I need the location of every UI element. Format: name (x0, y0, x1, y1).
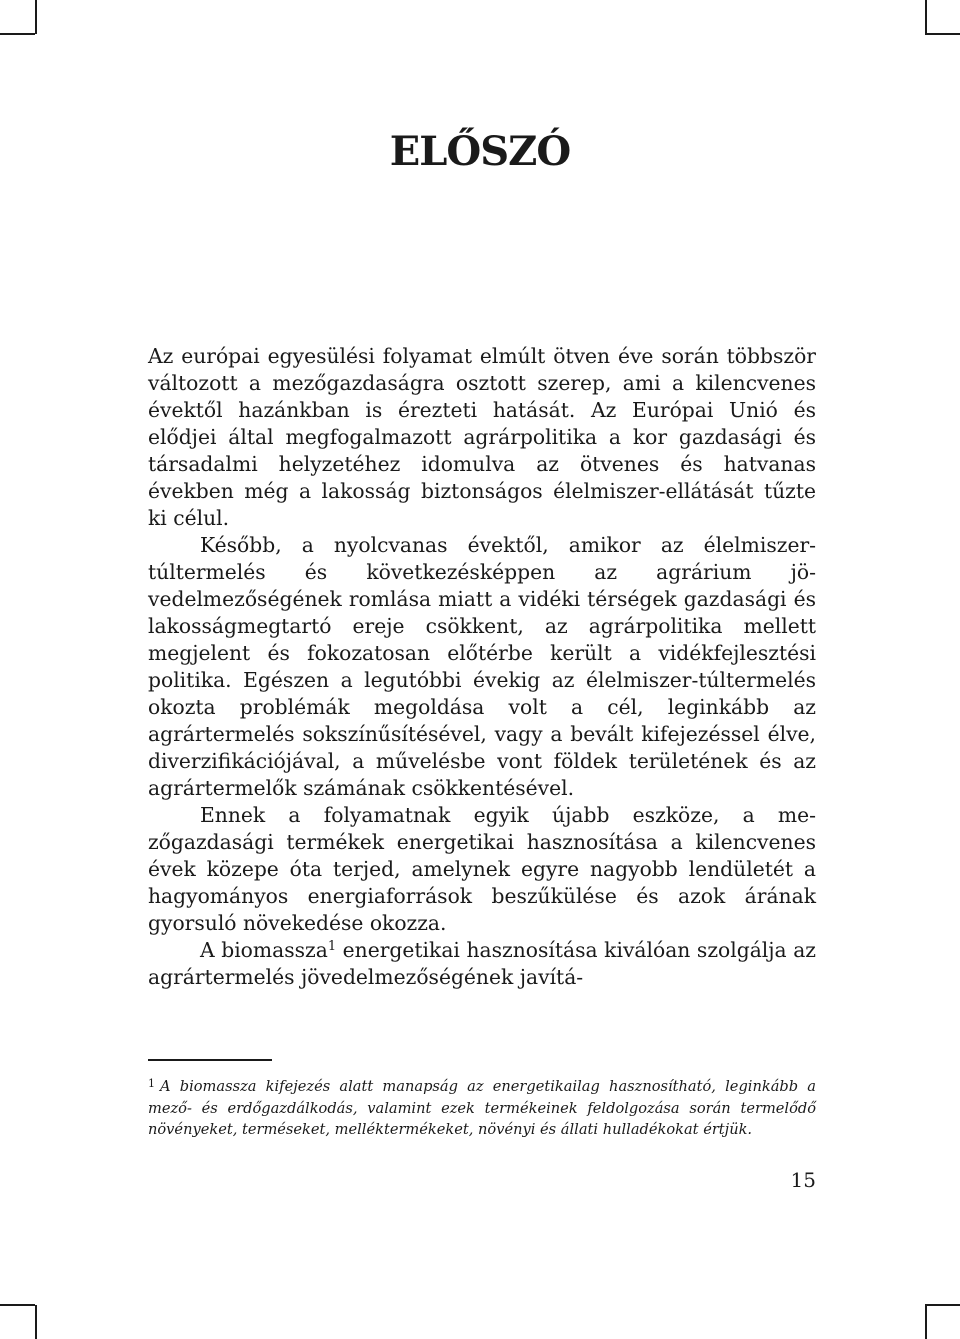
footnote (148, 1073, 816, 1141)
crop-mark-bottom-right-vertical (925, 1305, 927, 1339)
crop-mark-bottom-left-horizontal (0, 1304, 35, 1306)
paragraph-4-start: A biomassza (200, 938, 328, 962)
body-text (148, 343, 816, 991)
paragraph-4-rest: energetikai hasznosítása kiválóan szolgálja az agrártermelés jövedelmezőségének javítá- (148, 938, 816, 989)
crop-mark-top-left-horizontal (0, 33, 35, 35)
crop-mark-top-left-vertical (35, 0, 37, 34)
footnote-reference[interactable]: 1 (327, 939, 337, 954)
footnote-separator (148, 1059, 272, 1061)
footnote-marker: 1 (148, 1077, 155, 1090)
crop-mark-bottom-right-horizontal (925, 1304, 960, 1306)
crop-mark-top-right-horizontal (925, 33, 960, 35)
paragraph-4 (148, 937, 816, 991)
paragraph-3: Ennek a folyamatnak egyik újabb eszköze, a mezőgazdasági termékek energetikai hasznosítása a kilencvenes évek közepe óta terjed, amelynek egyre nagyobb lendületét a hagyományos energiaforrások beszűkülése és azok árának gyorsuló növekedése okozza. (148, 803, 816, 935)
paragraph-1: Az európai egyesülési folyamat elmúlt ötven éve során többször változott a mezőgazdaságra osztott szerep, ami a kilencvenes évektől hazánkban is érezteti hatását. Az Európai Unió és elődjei által megfogalmazott agrárpolitika a kor gazdasági és társadalmi helyzetéhez idomulva az ötvenes és hatvanas években még a lakosság biztonságos élelmiszer-ellátását tűzte ki célul. (148, 344, 816, 530)
page-title: ELŐSZÓ (389, 128, 571, 175)
crop-mark-bottom-left-vertical (35, 1305, 37, 1339)
paragraph-2: Később, a nyolcvanas évektől, amikor az élelmiszer-túltermelés és következésképpen az agrárium jövedelmezőségének romlása miatt a vidéki térségek gazdasági és lakosságmegtartó ereje csökkent, az agrárpolitika mellett megjelent és fokozatosan előtérbe került a vidékfejlesztési politika. Egészen a legutóbbi évekig az élelmiszer-túltermelés okozta problémák megoldása volt a cél, leginkább az agrártermelés sokszínűsítésével, vagy a bevált kifejezéssel élve, diverzifikációjával, a művelésbe vont földek területének és az agrártermelők számának csökkentésével. (148, 533, 816, 800)
footnote-text: A biomassza kifejezés alatt manapság az energetikailag hasznosítható, leginkább a mező- és erdőgazdálkodás, valamint ezek termékeinek feldolgozása során termelődő növényeket, terméseket, melléktermékeket, növényi és állati hulladékokat értjük. (148, 1078, 816, 1138)
page-number: 15 (790, 1168, 816, 1192)
crop-mark-top-right-vertical (925, 0, 927, 34)
